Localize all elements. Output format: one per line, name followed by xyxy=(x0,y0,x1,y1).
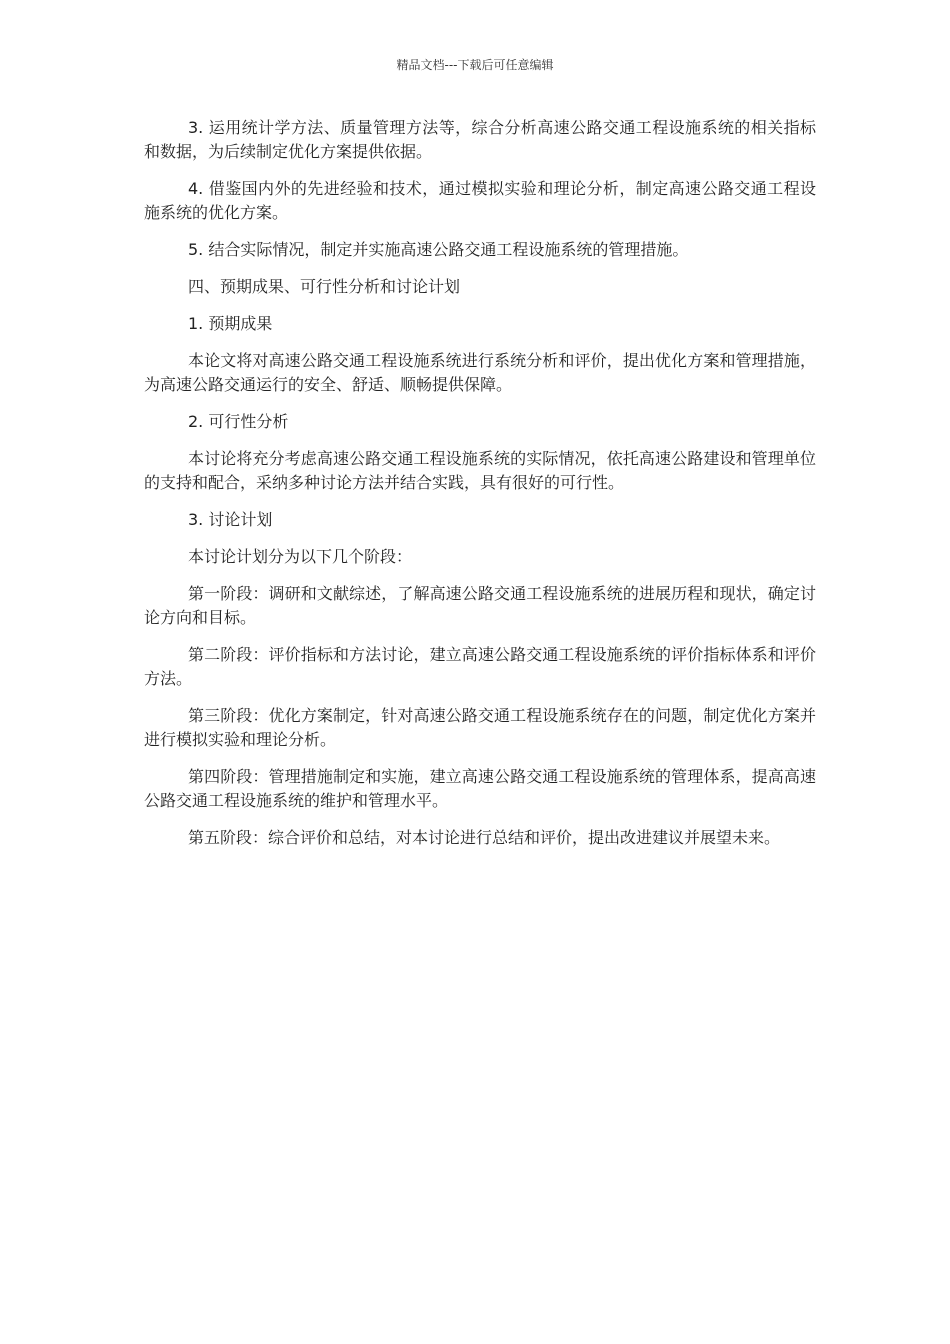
paragraph-plan-intro: 本讨论计划分为以下几个阶段： xyxy=(188,547,413,566)
paragraph-stage-2: 第二阶段：评价指标和方法讨论，建立高速公路交通工程设施系统的评价指标体系和评价方法。 xyxy=(144,645,816,688)
paragraph-method-4: 4. 借鉴国内外的先进经验和技术，通过模拟实验和理论分析，制定高速公路交通工程设施系统的优化方案。 xyxy=(144,179,816,222)
paragraph-stage-3: 第三阶段：优化方案制定，针对高速公路交通工程设施系统存在的问题，制定优化方案并进行模拟实验和理论分析。 xyxy=(144,706,816,749)
subheading-expected-results: 1. 预期成果 xyxy=(188,314,273,333)
section-heading-4: 四、预期成果、可行性分析和讨论计划 xyxy=(188,277,461,296)
subheading-feasibility: 2. 可行性分析 xyxy=(188,412,289,431)
paragraph-method-5: 5. 结合实际情况，制定并实施高速公路交通工程设施系统的管理措施。 xyxy=(188,240,689,259)
page-header: 精品文档---下载后可任意编辑 xyxy=(396,58,554,72)
subheading-research-plan: 3. 讨论计划 xyxy=(188,510,273,529)
paragraph-stage-4: 第四阶段：管理措施制定和实施，建立高速公路交通工程设施系统的管理体系，提高高速公路交通工程设施系统的维护和管理水平。 xyxy=(144,767,816,810)
paragraph-expected-results: 本论文将对高速公路交通工程设施系统进行系统分析和评价，提出优化方案和管理措施，为高速公路交通运行的安全、舒适、顺畅提供保障。 xyxy=(144,351,816,394)
paragraph-stage-1: 第一阶段：调研和文献综述，了解高速公路交通工程设施系统的进展历程和现状，确定讨论方向和目标。 xyxy=(144,584,816,627)
document-body xyxy=(144,116,816,863)
paragraph-method-3: 3. 运用统计学方法、质量管理方法等，综合分析高速公路交通工程设施系统的相关指标和数据，为后续制定优化方案提供依据。 xyxy=(144,118,816,161)
paragraph-feasibility: 本讨论将充分考虑高速公路交通工程设施系统的实际情况，依托高速公路建设和管理单位的支持和配合，采纳多种讨论方法并结合实践，具有很好的可行性。 xyxy=(144,449,816,492)
paragraph-stage-5: 第五阶段：综合评价和总结，对本讨论进行总结和评价，提出改进建议并展望未来。 xyxy=(188,828,781,847)
